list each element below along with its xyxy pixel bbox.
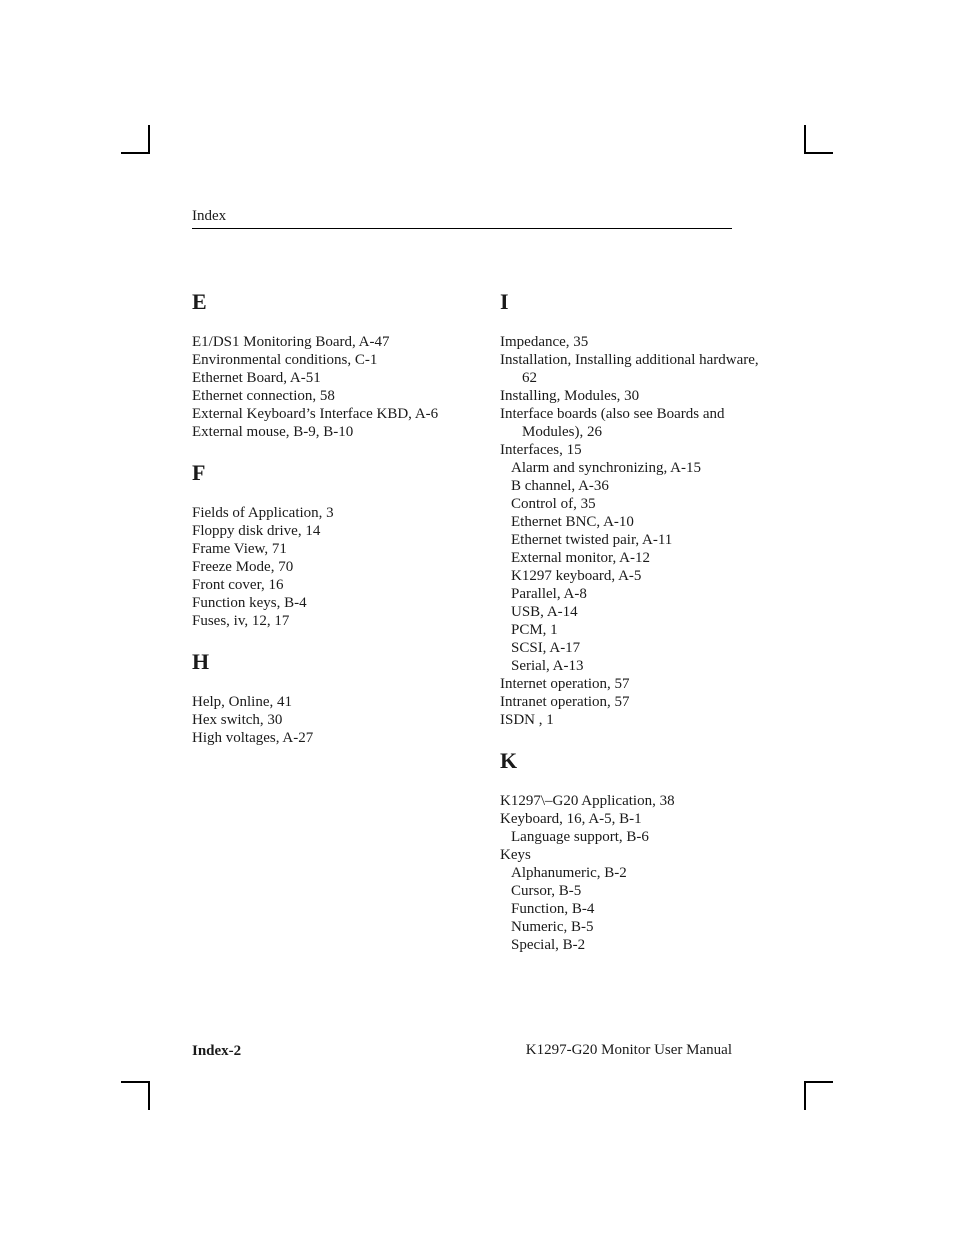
crop-mark-bottom-left-horizontal xyxy=(121,1081,150,1083)
index-subentry: K1297 keyboard, A-5 xyxy=(511,568,642,584)
index-subentry: External monitor, A-12 xyxy=(511,550,650,566)
index-subentry: Language support, B-6 xyxy=(511,829,649,845)
index-subentry: Control of, 35 xyxy=(511,496,596,512)
index-subentry: Numeric, B-5 xyxy=(511,919,594,935)
index-subentry: Alphanumeric, B-2 xyxy=(511,865,627,881)
section-letter: K xyxy=(500,748,518,773)
index-entry: Impedance, 35 xyxy=(500,334,589,350)
index-subentry: B channel, A-36 xyxy=(511,478,609,494)
index-entry: Floppy disk drive, 14 xyxy=(192,523,321,539)
index-entry: Environmental conditions, C-1 xyxy=(192,352,378,368)
section-letter: E xyxy=(192,289,207,314)
running-header: Index xyxy=(192,208,227,224)
index-entry: Frame View, 71 xyxy=(192,541,287,557)
crop-mark-bottom-right-vertical xyxy=(804,1081,806,1110)
index-subentry: Special, B-2 xyxy=(511,937,586,953)
index-subentry: Function, B-4 xyxy=(511,901,595,917)
index-entry: E1/DS1 Monitoring Board, A-47 xyxy=(192,334,390,350)
index-entry: Installing, Modules, 30 xyxy=(500,388,640,404)
index-subentry: Serial, A-13 xyxy=(511,658,584,674)
index-section xyxy=(192,289,452,441)
index-entry: Ethernet Board, A-51 xyxy=(192,370,321,386)
index-subentry: SCSI, A-17 xyxy=(511,640,581,656)
index-entry: ISDN , 1 xyxy=(500,712,554,728)
index-subentry: Alarm and synchronizing, A-15 xyxy=(511,460,701,476)
index-section xyxy=(192,649,452,747)
index-entry: Help, Online, 41 xyxy=(192,694,292,710)
index-entry: High voltages, A-27 xyxy=(192,730,314,746)
index-entry: Installation, Installing additional hardware, 62 xyxy=(500,352,759,386)
index-entry: Fields of Application, 3 xyxy=(192,505,334,521)
section-letter: I xyxy=(500,289,509,314)
crop-mark-bottom-left-vertical xyxy=(148,1081,150,1110)
index-section xyxy=(192,460,452,630)
index-entry: Hex switch, 30 xyxy=(192,712,283,728)
index-column-left xyxy=(192,289,452,766)
index-subentry: Parallel, A-8 xyxy=(511,586,587,602)
index-entry: Internet operation, 57 xyxy=(500,676,630,692)
crop-mark-top-left-horizontal xyxy=(121,152,150,154)
index-entry: Interface boards (also see Boards and Modules), 26 xyxy=(500,406,725,440)
section-letter: H xyxy=(192,649,210,674)
crop-mark-bottom-right-horizontal xyxy=(804,1081,833,1083)
index-entry: Function keys, B-4 xyxy=(192,595,307,611)
section-letter: F xyxy=(192,460,206,485)
page-number: Index-2 xyxy=(192,1043,242,1059)
index-column-right xyxy=(500,289,760,973)
index-section xyxy=(500,748,760,954)
index-section xyxy=(500,289,760,729)
index-entry: Ethernet connection, 58 xyxy=(192,388,335,404)
index-entry: Fuses, iv, 12, 17 xyxy=(192,613,290,629)
crop-mark-top-right-vertical xyxy=(804,125,806,154)
crop-mark-top-right-horizontal xyxy=(804,152,833,154)
index-subentry: Cursor, B-5 xyxy=(511,883,582,899)
index-subentry: Ethernet BNC, A-10 xyxy=(511,514,634,530)
index-entry: Front cover, 16 xyxy=(192,577,284,593)
index-entry: Freeze Mode, 70 xyxy=(192,559,294,575)
index-subentry: PCM, 1 xyxy=(511,622,558,638)
index-entry: K1297\–G20 Application, 38 xyxy=(500,793,675,809)
crop-mark-top-left-vertical xyxy=(148,125,150,154)
index-entry: Intranet operation, 57 xyxy=(500,694,630,710)
index-subentry: USB, A-14 xyxy=(511,604,578,620)
index-entry: Interfaces, 15 xyxy=(500,442,582,458)
manual-title: K1297-G20 Monitor User Manual xyxy=(525,1042,732,1058)
index-entry: Keys xyxy=(500,847,531,863)
index-entry: External Keyboard’s Interface KBD, A-6 xyxy=(192,406,439,422)
index-entry: External mouse, B-9, B-10 xyxy=(192,424,354,440)
index-subentry: Ethernet twisted pair, A-11 xyxy=(511,532,673,548)
index-entry: Keyboard, 16, A-5, B-1 xyxy=(500,811,642,827)
header-rule xyxy=(192,228,732,229)
